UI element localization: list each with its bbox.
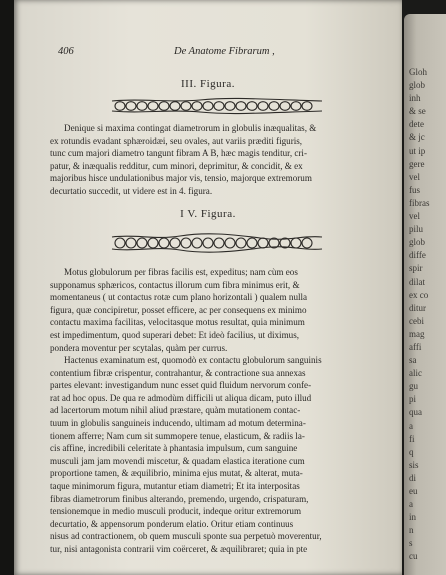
next-page-line: sis xyxy=(409,459,419,470)
next-page-line: dilat xyxy=(409,276,425,287)
figure-3-fiber-illustration xyxy=(110,96,324,116)
next-page-line: mag xyxy=(409,328,425,339)
figure-4-fiber-illustration xyxy=(110,232,324,254)
paragraph-3: Hactenus examinatum est, quomodò ex contactu globulorum sanguinis contentium fibræ crispentur, contrahantur, & contractione sua annexas partes elevant: investigandum nunc esset quid fluidum nervorum confe- rat ad hoc opus. De qua re admodùm difficili ut aliqua dicam, puto illud ad lacertorum motum nihil aliud præstare, quàm mutationem contac- tuum in globulis sanguineis inducendo, ultimam ad motum determina- tionem afferre; Nam cum sit summopere tenue, elasticum, & radiis la- cis affine, incredibili celeritate à phantasia impulsum, cum sanguine musculi jam jam movendi miscetur, & quadam elastica iteratione cum proportione tamen, & æquilibrio, minima ejus mutat, & alterat, muta- taque minimorum figura, mutantur etiam diametri; Et ita interpositas fibras diametrorum finibus alterando, premendo, urgendo, crispaturam, tensionemque in medio musculi producit, indeque oritur extremorum decurtatio, & appensorum ponderum elatio. Oritur etiam continuus nisus ad contractionem, ob quem musculi sponte sua perpetuò moverentur, tur, nisi antagonista contrarii vim coërceret, & æquilibraret; quia in pte xyxy=(50,355,322,554)
running-title: De Anatome Fibrarum , xyxy=(174,46,275,57)
next-page-line: fi xyxy=(409,433,415,444)
next-page-line: dete xyxy=(409,119,424,130)
next-page-line: n xyxy=(409,525,414,536)
next-page-text xyxy=(404,14,446,564)
next-page-line: spir xyxy=(409,263,423,274)
next-page-line: gere xyxy=(409,158,425,169)
next-page-line: ditur xyxy=(409,302,426,313)
next-page-line: fibras xyxy=(409,197,430,208)
next-page-line: alic xyxy=(409,368,422,379)
next-page-line: qua xyxy=(409,407,422,418)
book-page xyxy=(14,0,402,575)
next-page-line: gu xyxy=(409,381,418,392)
next-page-line: a xyxy=(409,420,413,431)
next-page-line: Gloh xyxy=(409,67,427,77)
next-page-line: ex co xyxy=(409,289,429,300)
next-page-line: fus xyxy=(409,184,420,195)
next-page-line: sa xyxy=(409,355,417,366)
next-page-line: ut ip xyxy=(409,145,426,156)
figure-3-title: III. Figura. xyxy=(181,78,235,90)
next-page-line: s xyxy=(409,538,413,549)
next-page-line: vel xyxy=(409,211,420,222)
next-page-line: q xyxy=(409,446,414,457)
next-page-line: affi xyxy=(409,341,422,352)
next-page-line: vel xyxy=(409,171,420,182)
next-page-line: in xyxy=(409,512,417,523)
next-page-line: glob xyxy=(409,80,426,91)
next-page-line: & jc xyxy=(409,132,425,143)
next-page-edge xyxy=(404,14,446,575)
next-page-line: cebi xyxy=(409,315,424,326)
background-left xyxy=(0,0,14,575)
paragraph-1: Denique si maxima contingat diametrorum in globulis inæqualitas, & ex rotundis evadant sphæroidæi, seu ovales, aut variis præditi figuris, tunc cum majori diametro tangunt fibram A B, hæc magis tenditur, cri- patur, & inæqualis redditur, cum minori, deprimitur, & concidit, & ex majoribus hisce undulationibus major vis, tensio, majorque extremorum decurtatio succedit, ut videre est in 4. figura. xyxy=(50,123,317,196)
next-page-line: eu xyxy=(409,486,418,496)
page-header xyxy=(58,46,382,60)
next-page-line: glob xyxy=(409,237,426,248)
next-page-line: diffe xyxy=(409,250,426,261)
next-page-line: inh xyxy=(409,93,421,104)
next-page-line: pi xyxy=(409,394,417,405)
next-page-line: pilu xyxy=(409,224,424,235)
next-page-line: di xyxy=(409,472,417,483)
paragraph-2: Motus globulorum per fibras facilis est, expeditus; nam cùm eos supponamus sphæricos, contactus illorum cum fibra minimus erit, & momentaneus ( ut contactus rotæ cum plano horizontali ) qualem nulla figura, quæ concipiretur, posset efficere, ac per consequens ex minimo contactu maxima facilitas, velocitasque motus resultat, quia minimum est impedimentum, quod superari debet: Et ideò facilius, ut diximus, pondera moventur per scytalas, quàm per currus. xyxy=(50,267,308,353)
page-number: 406 xyxy=(58,46,74,57)
next-page-line: cu xyxy=(409,551,418,562)
next-page-line: & se xyxy=(409,106,426,117)
figure-4-title: I V. Figura. xyxy=(180,208,236,220)
next-page-line: a xyxy=(409,499,413,510)
